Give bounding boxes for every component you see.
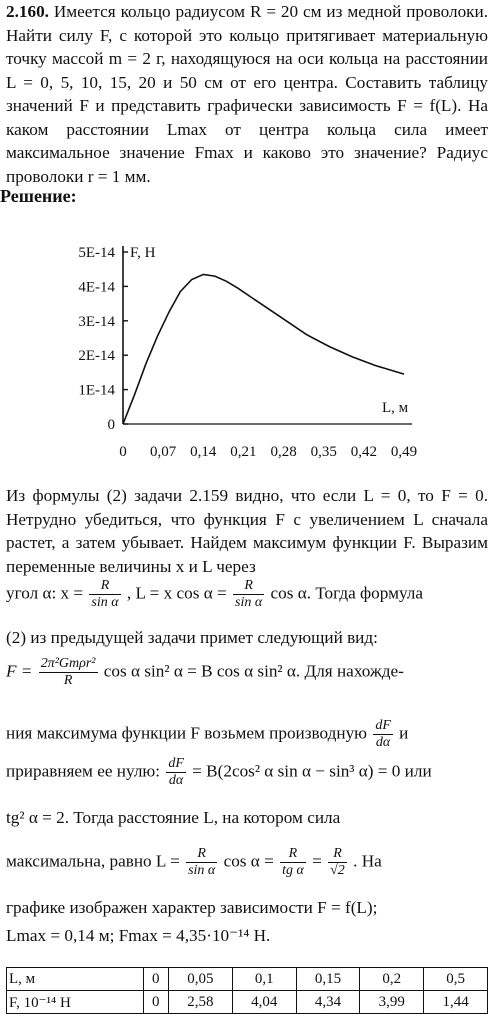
table-row [7, 968, 488, 991]
text-fragment: = B(2cos² α sin α − sin³ α) = 0 или [192, 761, 432, 781]
formula-line-5 [6, 756, 494, 789]
text-fragment: угол α: x = [6, 583, 84, 603]
y-tick-label: 4E-14 [78, 279, 115, 296]
denominator: tg α [282, 863, 304, 878]
y-tick-label: 5E-14 [78, 245, 115, 261]
solution-heading: Решение: [0, 186, 77, 206]
denominator: sin α [91, 595, 119, 610]
y-tick-label: 1E-14 [78, 382, 115, 399]
x-tick-label: 0,42 [350, 444, 377, 460]
formula-line-8: графике изображен характер зависимости F = f(L); [6, 898, 378, 917]
x-tick-label: 0,07 [150, 444, 177, 460]
numerator: R [186, 846, 217, 863]
x-tick-label: 0,49 [390, 444, 418, 460]
text-fragment: , L = x cos α = [126, 583, 227, 603]
x-tick-label: 0,28 [270, 444, 297, 460]
table-cell: 4,04 [232, 991, 296, 1014]
text-fragment: cos α. Тогда формула [270, 583, 423, 603]
y-tick-label: 0 [107, 417, 115, 433]
numerator: 2π²Gmρr² [40, 656, 96, 671]
table-cell: 3,99 [360, 991, 424, 1014]
text-fragment: cos α sin² α = B cos α sin² α. Для нахожде- [103, 661, 404, 681]
fraction-derivative [373, 718, 393, 751]
formula-line-2: (2) из предыдущей задачи примет следующий вид: [6, 628, 378, 647]
table-row [7, 991, 488, 1014]
fraction-r-over-sin [186, 846, 217, 879]
text-fragment: приравняем ее нулю: [6, 761, 161, 781]
table-cell: 0,15 [296, 968, 360, 991]
x-tick-label: 0,35 [310, 444, 337, 460]
fraction-derivative [166, 756, 186, 789]
values-table [6, 967, 488, 1014]
text-fragment: cos α = [223, 851, 274, 871]
problem-number: 2.160. [6, 2, 49, 21]
formula-line-6: tg² α = 2. Тогда расстояние L, на котором сила [6, 808, 341, 827]
denominator: R [63, 673, 73, 688]
table-cell: 0 [143, 968, 169, 991]
text-fragment: и [399, 723, 409, 743]
problem-statement [0, 0, 494, 188]
formula-line-1 [6, 578, 494, 611]
denominator: √2 [330, 863, 345, 878]
x-axis-label: L, м [382, 400, 409, 416]
y-tick-label: 3E-14 [78, 313, 115, 330]
numerator: R [233, 578, 264, 595]
fraction-r-over-sqrt2 [328, 846, 347, 879]
force-curve [123, 274, 404, 424]
x-tick-label: 0,21 [230, 444, 257, 460]
text-fragment: ния максимума функции F возьмем производную [6, 723, 368, 743]
numerator: R [280, 846, 306, 863]
table-cell: 0,05 [169, 968, 233, 991]
denominator: dα [168, 773, 184, 788]
table-cell: 1,44 [424, 991, 488, 1014]
table-header-f: F, 10⁻¹⁴ Н [7, 991, 144, 1014]
numerator: dF [375, 718, 391, 733]
denominator: sin α [235, 595, 263, 610]
result-line: Lmax = 0,14 м; Fmax = 4,35·10⁻¹⁴ Н. [6, 926, 271, 945]
x-tick-label: 0,14 [190, 444, 217, 460]
table-cell: 0,1 [232, 968, 296, 991]
numerator: dF [168, 756, 184, 771]
text-fragment: . На [353, 851, 382, 871]
y-axis-label: F, Н [130, 245, 156, 261]
table-cell: 4,34 [296, 991, 360, 1014]
y-tick-label: 2E-14 [78, 348, 115, 365]
formula-line-3 [6, 656, 494, 689]
denominator: dα [375, 735, 391, 750]
table-cell: 0,5 [424, 968, 488, 991]
table-cell: 0 [143, 991, 169, 1014]
numerator: R [89, 578, 120, 595]
text-fragment: = [312, 851, 322, 871]
formula-line-4 [6, 718, 494, 751]
fraction-r-over-sin [233, 578, 264, 611]
x-tick-label: 0 [119, 444, 127, 460]
table-cell: 2,58 [169, 991, 233, 1014]
fraction-force-constant [39, 656, 98, 689]
problem-text: Имеется кольцо радиусом R = 20 см из медной проволоки. Найти силу F, с которой это кольцо притягивает материальную точку массой m = 2 г, находящуюся на оси кольца на расстоянии L = 0, 5, 10, 15, 20 и 50 см от его центра. Составить таблицу значений F и представить графически зависимость F = f(L). На каком расстоянии Lmax от центра кольца сила имеет максимальное значение Fmax и каково это значение? Радиус проволоки r = 1 мм. [6, 2, 489, 186]
numerator: R [328, 846, 347, 863]
formula-line-7 [6, 846, 494, 879]
table-header-l: L, м [7, 968, 144, 991]
text-fragment: максимальна, равно L = [6, 851, 180, 871]
fraction-r-over-sin [89, 578, 120, 611]
text-fragment: F = [6, 661, 33, 681]
table-cell: 0,2 [360, 968, 424, 991]
fraction-r-over-tg [280, 846, 306, 879]
force-distance-chart [0, 226, 494, 476]
denominator: sin α [188, 863, 216, 878]
solution-paragraph: Из формулы (2) задачи 2.159 видно, что если L = 0, то F = 0. Нетрудно убедиться, что функция F с увеличением L сначала растет, а затем убывает. Найдем максимум функции F. Выразим переменные величины x и L через [6, 486, 488, 576]
